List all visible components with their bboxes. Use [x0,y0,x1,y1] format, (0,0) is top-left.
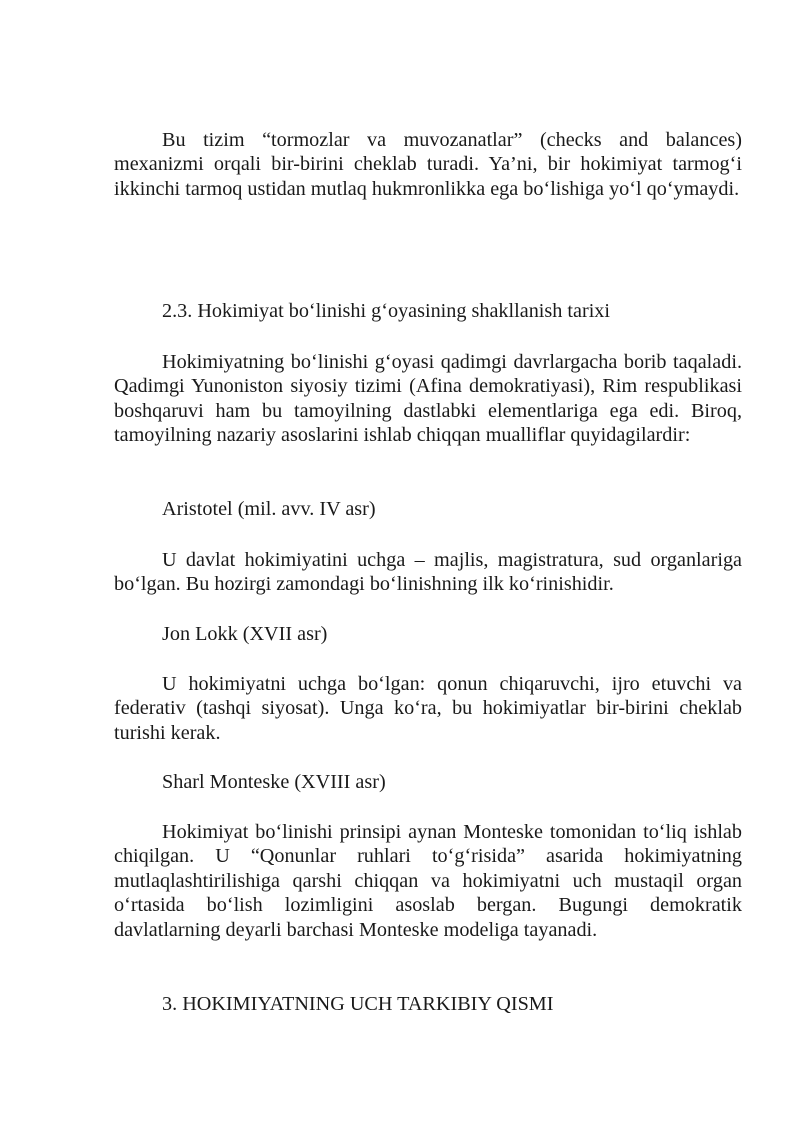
subheading-sharl-monteske: Sharl Monteske (XVIII asr) [162,771,386,793]
subheading-jon-lokk: Jon Lokk (XVII asr) [162,623,328,645]
paragraph-aristotel: U davlat hokimiyatini uchga – majlis, magistratura, sud organlariga bo‘lgan. Bu hozirgi zamondagi bo‘linishning ilk ko‘rinishidir. [114,549,742,596]
subheading-aristotel: Aristotel (mil. avv. IV asr) [162,498,376,520]
paragraph-monteske: Hokimiyat bo‘linishi prinsipi aynan Monteske tomonidan to‘liq ishlab chiqilgan. U “Qonunlar ruhlari to‘g‘risida” asarida hokimiyatning mutlaqlashtirilishiga qarshi chiqqan va hokimiyatni uch mustaqil organ o‘rtasida bo‘lish lozimligini asoslab bergan. Bugungi demokratik davlatlarning deyarli barchasi Monteske modeliga tayanadi. [114,821,742,941]
section-heading-2-3: 2.3. Hokimiyat bo‘linishi g‘oyasining shakllanish tarixi [162,300,611,322]
section-heading-3: 3. HOKIMIYATNING UCH TARKIBIY QISMI [162,993,554,1015]
paragraph-jon-lokk: U hokimiyatni uchga bo‘lgan: qonun chiqaruvchi, ijro etuvchi va federativ (tashqi siyosat). Unga ko‘ra, bu hokimiyatlar bir-birini cheklab turishi kerak. [114,673,742,744]
paragraph-history-intro: Hokimiyatning bo‘linishi g‘oyasi qadimgi davrlargacha borib taqaladi. Qadimgi Yunoniston siyosiy tizimi (Afina demokratiyasi), Rim respublikasi boshqaruvi ham bu tamoyilning dastlabki elementlariga ega edi. Biroq, tamoyilning nazariy asoslarini ishlab chiqqan mualliflar quyidagilardir: [114,351,742,447]
paragraph-checks-and-balances: Bu tizim “tormozlar va muvozanatlar” (checks and balances) mexanizmi orqali bir-birini cheklab turadi. Ya’ni, bir hokimiyat tarmog‘i ikkinchi tarmoq ustidan mutlaq hukmronlikka ega bo‘lishiga yo‘l qo‘ymaydi. [114,129,742,200]
